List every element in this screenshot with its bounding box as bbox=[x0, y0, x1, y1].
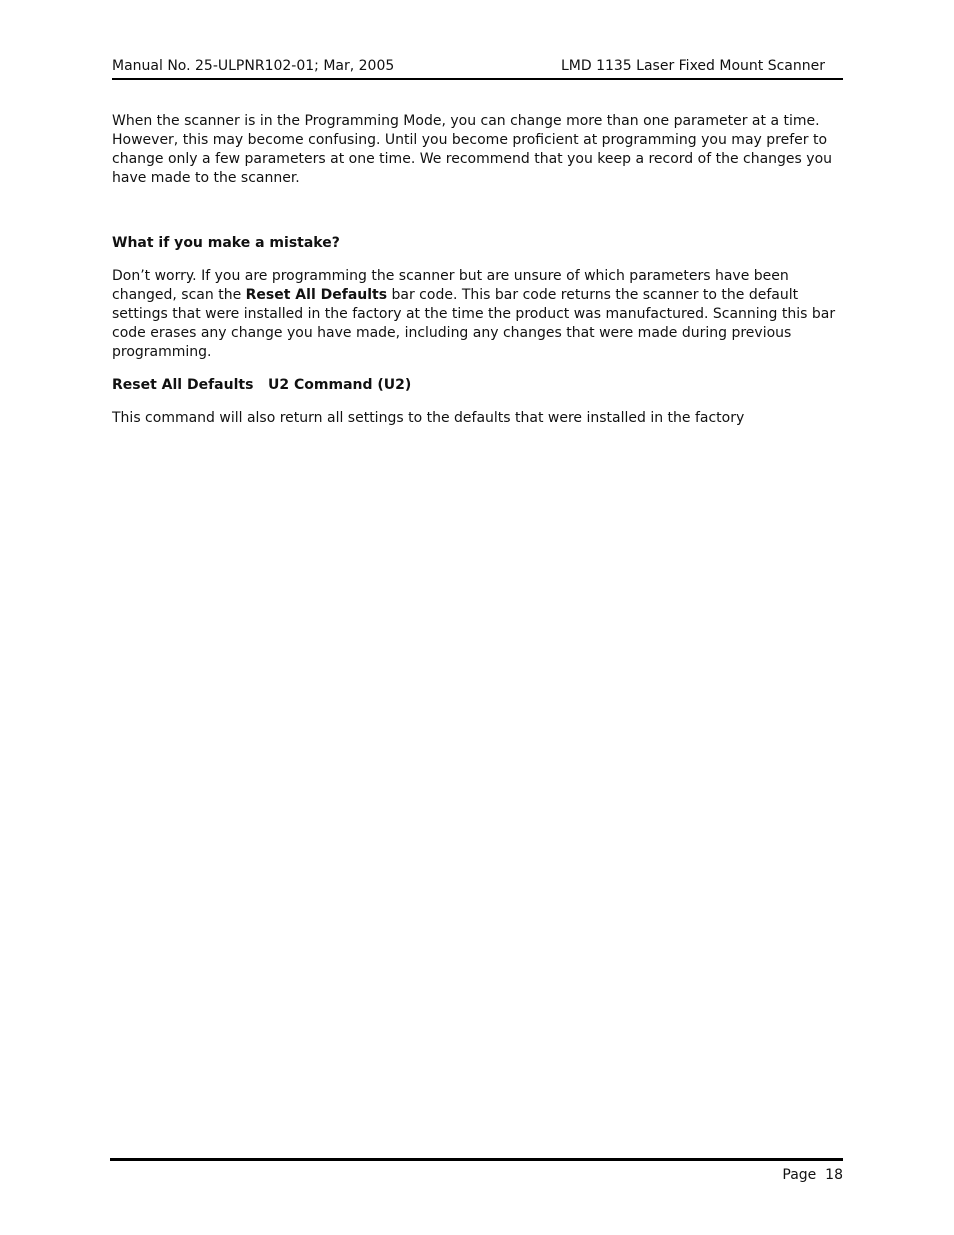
reset-paragraph: This command will also return all settings to the defaults that were installed in the factory bbox=[112, 410, 745, 426]
section-heading-mistake: What if you make a mistake? bbox=[112, 235, 340, 251]
mistake-paragraph bbox=[112, 267, 842, 362]
reset-all-defaults-term: Reset All Defaults bbox=[245, 287, 388, 303]
page-footer bbox=[110, 1158, 843, 1183]
page-header bbox=[112, 56, 843, 80]
intro-paragraph: When the scanner is in the Programming Mode, you can change more than one parameter at a time. However, this may become confusing. Until you become proficient at programming you may prefer to change only a few parameters at one time. We recommend that you keep a record of the changes you have made to the scanner. bbox=[112, 113, 833, 186]
mistake-text-end: bar code. This bar code returns the scanner to the default settings that were installed in the factory at the time the product was manufactured. Scanning this bar code erases any change you have made, including any changes that were made during previous programming. bbox=[112, 287, 836, 360]
document-title: LMD 1135 Laser Fixed Mount Scanner bbox=[560, 58, 825, 74]
section-heading-reset: Reset All Defaults U2 Command (U2) bbox=[112, 377, 412, 393]
manual-number: Manual No. 25-ULPNR102-01; Mar, 2005 bbox=[112, 58, 395, 74]
page-number: Page 18 bbox=[782, 1167, 843, 1183]
mistake-text-start: Don’t worry. If you are programming the scanner but are unsure of which parameters have been changed, scan the bbox=[112, 268, 789, 303]
page-content bbox=[112, 112, 842, 428]
